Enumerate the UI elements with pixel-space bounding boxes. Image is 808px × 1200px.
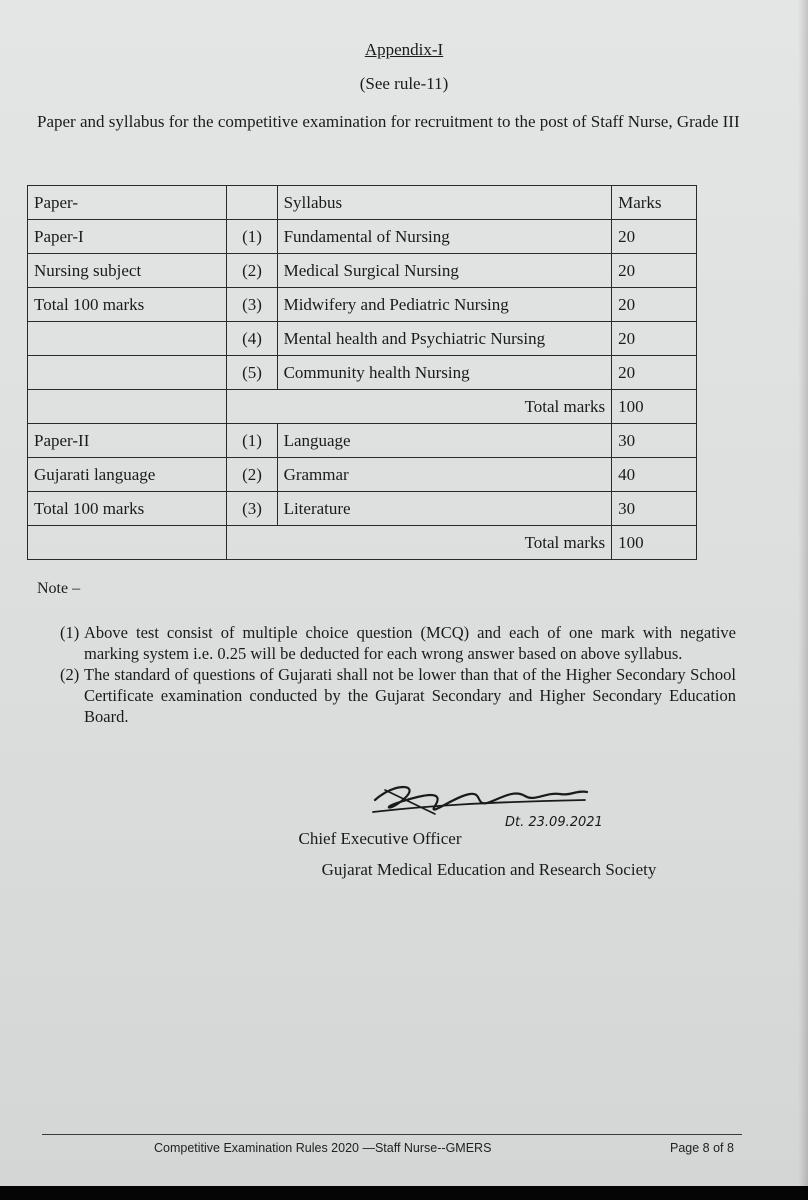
- paper1-line: Nursing subject: [28, 254, 227, 288]
- row-subject: Literature: [277, 492, 612, 526]
- note-item: [60, 664, 736, 727]
- see-rule-reference: (See rule-11): [359, 74, 449, 93]
- row-marks: 20: [612, 356, 697, 390]
- table-row: [28, 288, 697, 322]
- row-marks: 20: [612, 322, 697, 356]
- table-row: [28, 356, 697, 390]
- note-text: The standard of questions of Gujarati shall not be lower than that of the Higher Secondary School Certificate examination conducted by the Gujarat Secondary and Higher Secondary Education Board.: [84, 665, 736, 726]
- footer-divider: [42, 1134, 742, 1135]
- row-num: (2): [227, 458, 277, 492]
- footer-title: Competitive Examination Rules 2020 —Staff Nurse--GMERS: [154, 1141, 492, 1155]
- intro-paragraph: Paper and syllabus for the competitive examination for recruitment to the post of Staff Nurse, Grade III: [37, 112, 740, 131]
- row-marks: 20: [612, 220, 697, 254]
- header-marks: Marks: [612, 186, 697, 220]
- total-marks-value: 100: [612, 526, 697, 560]
- row-subject: Midwifery and Pediatric Nursing: [277, 288, 612, 322]
- table-header-row: [28, 186, 697, 220]
- syllabus-table: [27, 185, 697, 560]
- row-subject: Medical Surgical Nursing: [277, 254, 612, 288]
- footer-page-number: Page 8 of 8: [670, 1141, 734, 1155]
- row-subject: Mental health and Psychiatric Nursing: [277, 322, 612, 356]
- row-num: (1): [227, 220, 277, 254]
- header-num: [227, 186, 277, 220]
- total-marks-label: Total marks: [227, 526, 612, 560]
- note-label: Note –: [37, 580, 81, 597]
- table-row: [28, 254, 697, 288]
- paper2-line: Gujarati language: [28, 458, 227, 492]
- notes-list: [60, 622, 736, 727]
- organization-name: Gujarat Medical Education and Research Society: [321, 860, 657, 879]
- total-marks-value: 100: [612, 390, 697, 424]
- row-num: (5): [227, 356, 277, 390]
- table-row: [28, 492, 697, 526]
- row-marks: 20: [612, 288, 697, 322]
- note-text: Above test consist of multiple choice question (MCQ) and each of one mark with negative marking system i.e. 0.25 will be deducted for each wrong answer based on above syllabus.: [84, 623, 736, 663]
- note-item: [60, 622, 736, 664]
- table-row: [28, 424, 697, 458]
- paper2-line: Paper-II: [28, 424, 227, 458]
- row-subject: Grammar: [277, 458, 612, 492]
- row-marks: 30: [612, 424, 697, 458]
- total-marks-label: Total marks: [227, 390, 612, 424]
- paper2-line: Total 100 marks: [28, 492, 227, 526]
- paper1-line: Total 100 marks: [28, 288, 227, 322]
- header-paper: Paper-: [28, 186, 227, 220]
- row-subject: Language: [277, 424, 612, 458]
- note-number: (2): [60, 665, 80, 684]
- page-edge-shadow: [798, 0, 808, 1200]
- row-subject: Fundamental of Nursing: [277, 220, 612, 254]
- note-number: (1): [60, 623, 80, 642]
- paper2-blank: [28, 526, 227, 560]
- appendix-title: Appendix-I: [364, 40, 444, 59]
- header-syllabus: Syllabus: [277, 186, 612, 220]
- table-row: [28, 458, 697, 492]
- total-row: [28, 526, 697, 560]
- row-num: (3): [227, 492, 277, 526]
- paper1-blank: [28, 390, 227, 424]
- row-num: (1): [227, 424, 277, 458]
- paper1-blank: [28, 356, 227, 390]
- paper1-line: Paper-I: [28, 220, 227, 254]
- row-marks: 30: [612, 492, 697, 526]
- row-marks: 40: [612, 458, 697, 492]
- total-row: [28, 390, 697, 424]
- bottom-border: [0, 1186, 808, 1200]
- handwritten-date: Dt. 23.09.2021: [505, 815, 603, 830]
- signatory-title: Chief Executive Officer: [298, 829, 462, 848]
- row-num: (3): [227, 288, 277, 322]
- handwritten-signature: [365, 772, 665, 832]
- paper1-blank: [28, 322, 227, 356]
- row-marks: 20: [612, 254, 697, 288]
- row-num: (2): [227, 254, 277, 288]
- table-row: [28, 322, 697, 356]
- row-num: (4): [227, 322, 277, 356]
- row-subject: Community health Nursing: [277, 356, 612, 390]
- table-row: [28, 220, 697, 254]
